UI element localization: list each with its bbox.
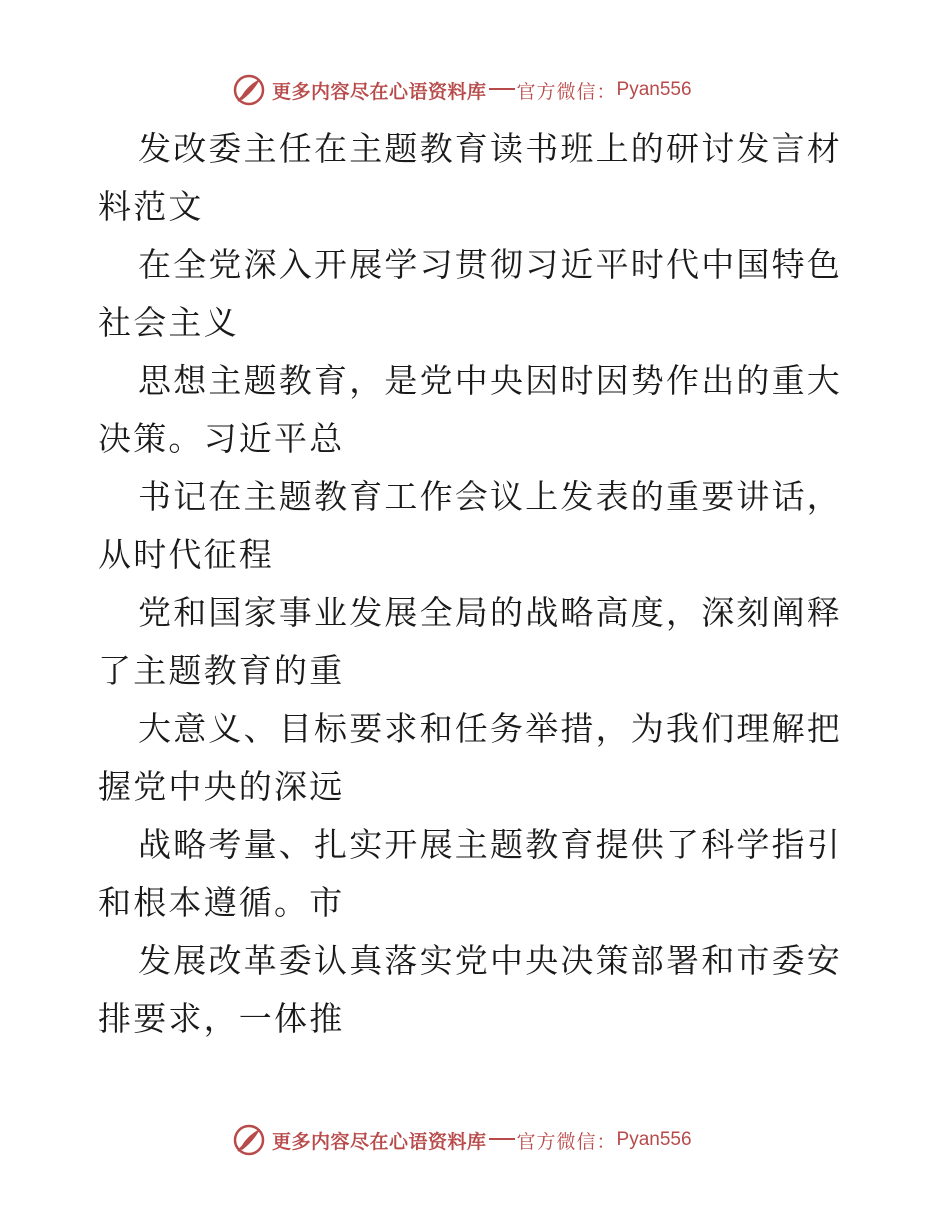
document-body bbox=[98, 120, 858, 1048]
paragraph-7: 战略考量、扎实开展主题教育提供了科学指引和根本遵循。市 bbox=[98, 825, 842, 922]
header-brand-text: 更多内容尽在心语资料库 bbox=[272, 80, 487, 103]
header-dash bbox=[489, 88, 515, 90]
feather-pen-logo-icon bbox=[232, 73, 266, 107]
paragraph-6: 大意义、目标要求和任务举措，为我们理解把握党中央的深远 bbox=[98, 709, 842, 806]
footer-channel-text: 官方微信： bbox=[516, 1130, 617, 1153]
feather-pen-logo-icon bbox=[232, 1123, 266, 1157]
header-channel-text: 官方微信： bbox=[516, 80, 617, 103]
footer-dash bbox=[489, 1138, 515, 1140]
paragraph-3: 思想主题教育，是党中央因时因势作出的重大决策。习近平总 bbox=[98, 361, 842, 458]
header-banner bbox=[232, 72, 692, 108]
paragraph-2: 在全党深入开展学习贯彻习近平时代中国特色社会主义 bbox=[98, 245, 842, 342]
paragraph-5: 党和国家事业发展全局的战略高度，深刻阐释了主题教育的重 bbox=[98, 593, 842, 690]
paragraph-1: 发改委主任在主题教育读书班上的研讨发言材料范文 bbox=[98, 129, 842, 226]
paragraph-8: 发展改革委认真落实党中央决策部署和市委安排要求，一体推 bbox=[98, 941, 842, 1038]
footer-brand-text: 更多内容尽在心语资料库 bbox=[272, 1130, 487, 1153]
footer-wechat-id: Pyan556 bbox=[616, 1129, 692, 1150]
header-wechat-id: Pyan556 bbox=[616, 79, 692, 100]
paragraph-4: 书记在主题教育工作会议上发表的重要讲话，从时代征程 bbox=[98, 477, 842, 574]
footer-banner bbox=[232, 1122, 692, 1158]
